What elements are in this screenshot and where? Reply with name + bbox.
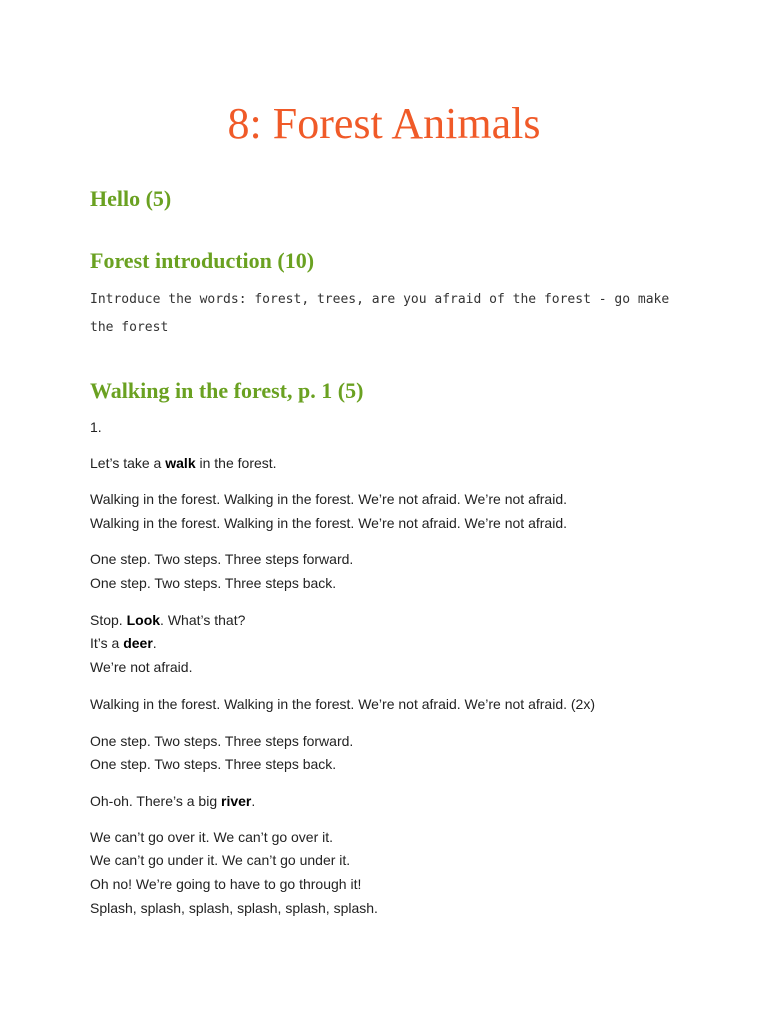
song-line: [90, 609, 245, 633]
intro-instructions: Introduce the words: forest, trees, are you afraid of the forest - go make the forest: [90, 292, 670, 335]
song-line: [90, 452, 277, 476]
song-line: Walking in the forest. Walking in the forest. We’re not afraid. We’re not afraid. (2x): [90, 696, 595, 712]
song-text: It’s a: [90, 635, 124, 651]
song-text: .: [152, 635, 157, 651]
song-line: We can’t go under it. We can’t go under it.: [90, 852, 351, 868]
verse-number: 1.: [90, 419, 102, 435]
song-text: . What’s that?: [160, 612, 246, 628]
song-text: Oh-oh. There’s a big: [90, 793, 222, 809]
song-line: One step. Two steps. Three steps back.: [90, 756, 337, 772]
vocab-word: walk: [165, 455, 196, 471]
song-line: Walking in the forest. Walking in the forest. We’re not afraid. We’re not afraid.: [90, 515, 567, 531]
song-line: Splash, splash, splash, splash, splash, splash.: [90, 900, 378, 916]
vocab-word: Look: [126, 612, 161, 628]
song-line: We can’t go over it. We can’t go over it.: [90, 829, 334, 845]
song-line: [90, 632, 157, 656]
song-line: [90, 790, 255, 814]
section-heading-forest-introduction: Forest introduction (10): [90, 248, 315, 273]
song-text: Stop.: [90, 612, 127, 628]
song-line: We’re not afraid.: [90, 659, 193, 675]
song-line: One step. Two steps. Three steps forward.: [90, 733, 354, 749]
vocab-word: deer: [123, 635, 153, 651]
song-line: One step. Two steps. Three steps forward.: [90, 551, 354, 567]
song-line: Walking in the forest. Walking in the forest. We’re not afraid. We’re not afraid.: [90, 491, 567, 507]
song-text: Let’s take a: [90, 455, 166, 471]
song-line: One step. Two steps. Three steps back.: [90, 575, 337, 591]
vocab-word: river: [221, 793, 252, 809]
section-heading-walking: Walking in the forest, p. 1 (5): [90, 378, 364, 403]
song-text: .: [251, 793, 256, 809]
song-text: in the forest.: [195, 455, 277, 471]
song-line: Oh no! We’re going to have to go through it!: [90, 876, 362, 892]
page-title: 8: Forest Animals: [227, 99, 541, 148]
section-heading-hello: Hello (5): [90, 186, 172, 211]
